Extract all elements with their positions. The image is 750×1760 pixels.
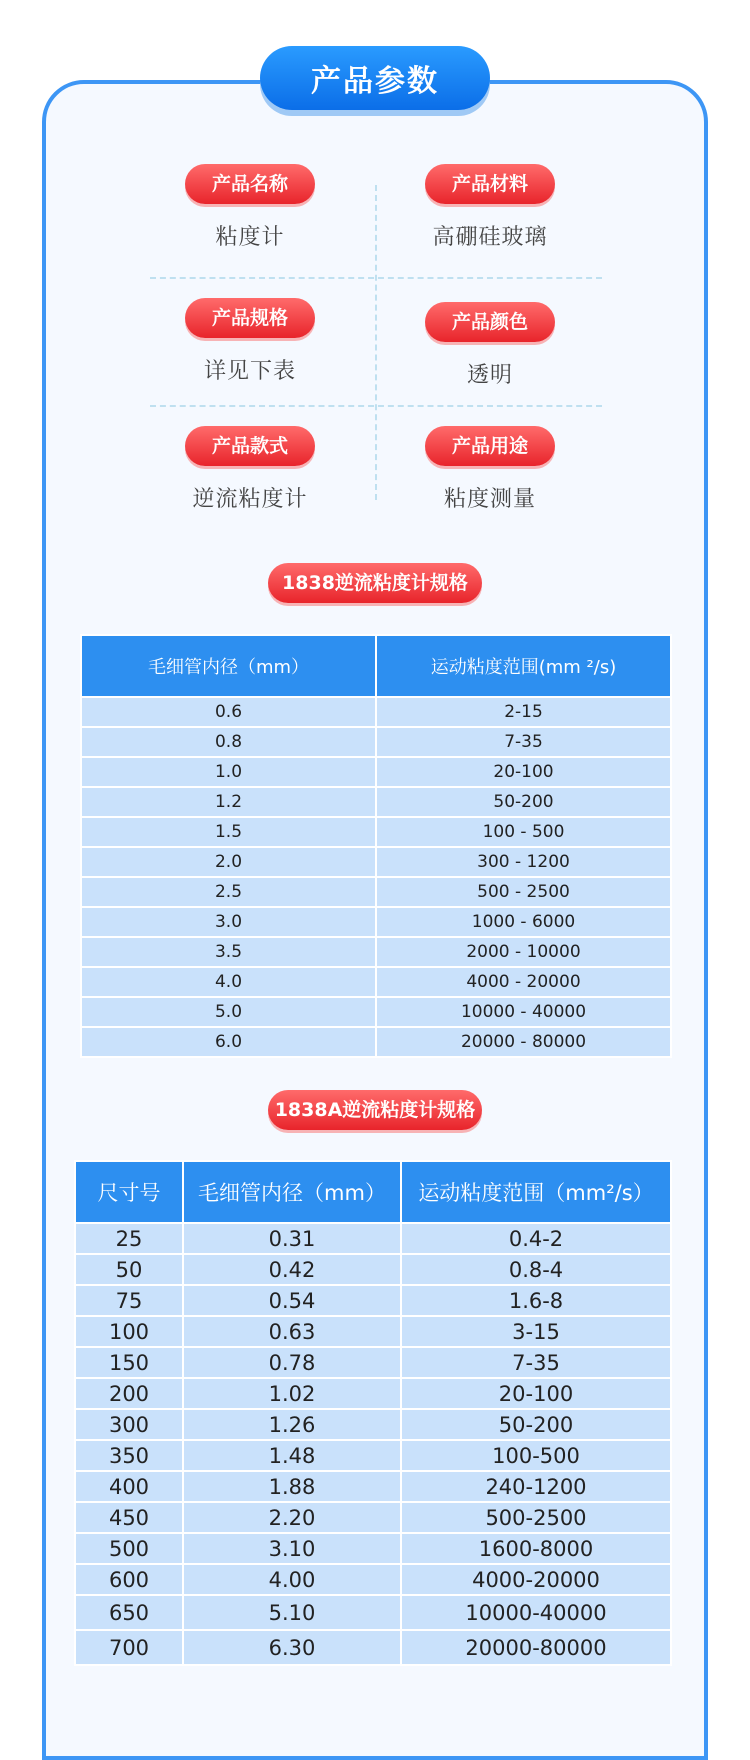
- table-cell: 3-15: [401, 1316, 671, 1347]
- table-row: [81, 787, 671, 817]
- param-product-name: [150, 164, 350, 251]
- table-cell: 300 - 1200: [376, 847, 671, 877]
- table-cell: 1600-8000: [401, 1533, 671, 1564]
- table-cell: 1.0: [81, 757, 376, 787]
- table-header-cell: 运动粘度范围(mm ²/s): [376, 635, 671, 697]
- param-spec: [150, 298, 350, 385]
- param-value: 详见下表: [203, 359, 296, 384]
- table2-title: 1838A逆流粘度计规格: [268, 1090, 482, 1130]
- table-row: [75, 1316, 671, 1347]
- table-cell: 1.48: [183, 1440, 401, 1471]
- param-label: 产品材料: [425, 164, 555, 204]
- table-header-cell: 运动粘度范围（mm²/s）: [401, 1161, 671, 1223]
- table-cell: 50: [75, 1254, 183, 1285]
- table-cell: 50-200: [401, 1409, 671, 1440]
- table-row: [75, 1409, 671, 1440]
- table-cell: 5.0: [81, 997, 376, 1027]
- table-cell: 1.5: [81, 817, 376, 847]
- param-material: [390, 164, 590, 251]
- table-cell: 0.31: [183, 1223, 401, 1254]
- param-style: [150, 426, 350, 513]
- table-cell: 600: [75, 1564, 183, 1595]
- param-label: 产品名称: [185, 164, 315, 204]
- table-cell: 1.2: [81, 787, 376, 817]
- table-cell: 2.20: [183, 1502, 401, 1533]
- param-value: 粘度计: [215, 225, 285, 250]
- table-row: [75, 1254, 671, 1285]
- table-row: [75, 1564, 671, 1595]
- table-cell: 100-500: [401, 1440, 671, 1471]
- table-row: [75, 1595, 671, 1630]
- table-cell: 650: [75, 1595, 183, 1630]
- table-cell: 0.78: [183, 1347, 401, 1378]
- table-header-cell: 毛细管内径（mm）: [81, 635, 376, 697]
- table-cell: 20000-80000: [401, 1630, 671, 1665]
- table-cell: 200: [75, 1378, 183, 1409]
- table-row: [75, 1440, 671, 1471]
- table-cell: 500 - 2500: [376, 877, 671, 907]
- table-cell: 0.8: [81, 727, 376, 757]
- table-cell: 450: [75, 1502, 183, 1533]
- param-value: 高硼硅玻璃: [432, 225, 548, 250]
- param-label: 产品规格: [185, 298, 315, 338]
- table-cell: 300: [75, 1409, 183, 1440]
- page-title: 产品参数: [260, 46, 490, 110]
- table-cell: 100: [75, 1316, 183, 1347]
- table-cell: 0.8-4: [401, 1254, 671, 1285]
- table-row: [81, 907, 671, 937]
- table-cell: 7-35: [376, 727, 671, 757]
- table-cell: 5.10: [183, 1595, 401, 1630]
- table-cell: 50-200: [376, 787, 671, 817]
- table-row: [75, 1347, 671, 1378]
- param-value: 逆流粘度计: [192, 487, 308, 512]
- table-cell: 3.5: [81, 937, 376, 967]
- param-value: 透明: [466, 363, 513, 388]
- table-cell: 1000 - 6000: [376, 907, 671, 937]
- table-cell: 0.63: [183, 1316, 401, 1347]
- table-cell: 20-100: [401, 1378, 671, 1409]
- table-row: [75, 1285, 671, 1316]
- param-label: 产品用途: [425, 426, 555, 466]
- table-cell: 0.6: [81, 697, 376, 727]
- table-cell: 0.54: [183, 1285, 401, 1316]
- table-cell: 20-100: [376, 757, 671, 787]
- table-cell: 10000 - 40000: [376, 997, 671, 1027]
- table-row: [81, 937, 671, 967]
- table-header-cell: 尺寸号: [75, 1161, 183, 1223]
- table-cell: 150: [75, 1347, 183, 1378]
- table-row: [81, 697, 671, 727]
- table-cell: 0.4-2: [401, 1223, 671, 1254]
- table-cell: 6.30: [183, 1630, 401, 1665]
- param-usage: [390, 426, 590, 513]
- table-cell: 2000 - 10000: [376, 937, 671, 967]
- table-cell: 75: [75, 1285, 183, 1316]
- param-value: 粘度测量: [443, 487, 536, 512]
- table-cell: 20000 - 80000: [376, 1027, 671, 1057]
- table-cell: 3.0: [81, 907, 376, 937]
- table-row: [81, 967, 671, 997]
- table-cell: 0.42: [183, 1254, 401, 1285]
- table-row: [75, 1223, 671, 1254]
- table-header-row: [75, 1161, 671, 1223]
- table-cell: 1.26: [183, 1409, 401, 1440]
- table-row: [75, 1630, 671, 1665]
- table-cell: 6.0: [81, 1027, 376, 1057]
- table-cell: 25: [75, 1223, 183, 1254]
- param-color: [390, 302, 590, 389]
- table-row: [81, 817, 671, 847]
- table-row: [81, 877, 671, 907]
- table-cell: 3.10: [183, 1533, 401, 1564]
- divider-vertical: [375, 185, 377, 500]
- spec-table-1838a: [74, 1160, 672, 1666]
- table-cell: 240-1200: [401, 1471, 671, 1502]
- table-cell: 500: [75, 1533, 183, 1564]
- table-cell: 4.00: [183, 1564, 401, 1595]
- table-cell: 2.5: [81, 877, 376, 907]
- table-row: [75, 1471, 671, 1502]
- table-cell: 4.0: [81, 967, 376, 997]
- table-cell: 1.02: [183, 1378, 401, 1409]
- param-label: 产品款式: [185, 426, 315, 466]
- divider-horizontal: [150, 405, 602, 407]
- param-label: 产品颜色: [425, 302, 555, 342]
- table-row: [75, 1502, 671, 1533]
- table-cell: 100 - 500: [376, 817, 671, 847]
- table-cell: 500-2500: [401, 1502, 671, 1533]
- table1-title: 1838逆流粘度计规格: [268, 563, 482, 603]
- table-cell: 7-35: [401, 1347, 671, 1378]
- table-cell: 350: [75, 1440, 183, 1471]
- table-cell: 4000-20000: [401, 1564, 671, 1595]
- table-header-cell: 毛细管内径（mm）: [183, 1161, 401, 1223]
- table-cell: 1.88: [183, 1471, 401, 1502]
- table-row: [81, 847, 671, 877]
- table-row: [75, 1533, 671, 1564]
- divider-horizontal: [150, 277, 602, 279]
- table-header-row: [81, 635, 671, 697]
- table-cell: 2-15: [376, 697, 671, 727]
- table-row: [75, 1378, 671, 1409]
- table-cell: 400: [75, 1471, 183, 1502]
- table-cell: 700: [75, 1630, 183, 1665]
- spec-table-1838: [80, 634, 672, 1058]
- table-row: [81, 757, 671, 787]
- table-row: [81, 1027, 671, 1057]
- table-cell: 10000-40000: [401, 1595, 671, 1630]
- table-row: [81, 997, 671, 1027]
- table-cell: 1.6-8: [401, 1285, 671, 1316]
- table-row: [81, 727, 671, 757]
- table-cell: 2.0: [81, 847, 376, 877]
- table-cell: 4000 - 20000: [376, 967, 671, 997]
